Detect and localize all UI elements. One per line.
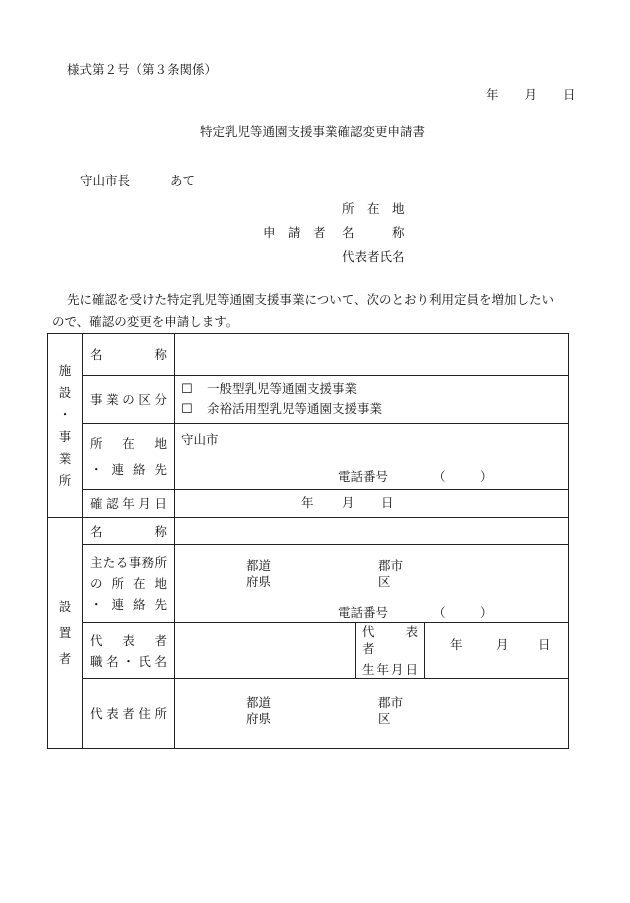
facility-name-field[interactable] [175,334,569,376]
option-general[interactable] [181,381,357,398]
birth-day: 日 [538,637,551,652]
rep-addr-city-1: 郡市 [378,695,404,710]
office-phone-paren-close: ） [480,605,493,620]
option-general-label: 一般型乳児等通園支援事業 [207,381,358,396]
rep-name-field[interactable] [175,623,356,679]
section-label-char: 者 [58,651,72,666]
section-label-char: 事 [58,428,72,444]
date-day: 日 [563,87,576,102]
rep-address-field[interactable] [175,679,569,749]
intro-line-1: 先に確認を受けた特定乳児等通園支援事業について、次のとおり利用定員を増加したい [67,292,555,307]
office-phone-paren-open: （ [433,605,446,620]
addressee-suffix: あて [170,173,196,188]
section-founder [48,518,83,749]
intro-line-2: ので、確認の変更を申請します。 [52,314,239,329]
rep-addr-pref-1: 都道 [246,695,272,710]
applicant-name-label: 名 称 [342,225,405,240]
page-title: 特定乳児等通園支援事業確認変更申請書 [200,124,426,139]
facility-city: 守山市 [181,432,219,447]
office-label-1: 主たる事務所 [90,555,167,570]
facility-phone-paren-open: （ [433,469,446,484]
section-facility [48,334,83,518]
section-label-char: 設 [58,599,72,614]
founder-name-field[interactable] [175,518,569,545]
date-year: 年 [486,87,499,102]
section-facility-label [48,360,82,492]
section-label-char: 業 [58,450,72,466]
confirm-date-field[interactable] [175,490,569,518]
office-city-2: 区 [378,574,391,589]
rep-label-1: 代 表 者 [90,632,167,648]
section-label-char: 施 [58,362,72,378]
facility-type-label: 事業の区分 [90,392,167,407]
confirm-day: 日 [381,495,394,510]
rep-address-label: 代表者住所 [90,706,167,721]
rep-label-2: 職名・氏名 [90,653,167,669]
application-form-table [47,333,569,749]
confirm-date-label: 確認年月日 [90,496,167,511]
founder-office-field[interactable] [175,545,569,623]
office-phone-label: 電話番号 [338,605,389,620]
office-label-2: の所在地 [90,576,167,591]
section-label-char: 設 [58,384,72,400]
checkbox-icon[interactable]: ☐ [181,382,193,397]
birth-month: 月 [496,637,509,652]
confirm-month: 月 [342,495,355,510]
addressee [80,173,195,189]
office-label-3: ・連絡先 [90,597,167,612]
facility-phone-label: 電話番号 [338,469,389,484]
section-label-char: ・ [58,406,72,422]
applicant-address-label: 所 在 地 [342,201,405,216]
facility-confirm-date-row [48,490,569,518]
section-label-char: 所 [58,472,72,488]
applicant-label: 申 請 者 [263,225,326,240]
rep-addr-pref-2: 府県 [246,711,272,726]
office-city-1: 郡市 [378,558,404,573]
rep-addr-city-2: 区 [378,711,391,726]
date-month: 月 [524,87,538,102]
founder-name-label: 名 称 [90,523,167,539]
section-label-char: 置 [58,625,72,640]
birth-date-field[interactable] [425,623,569,679]
office-pref-1: 都道 [246,558,272,573]
founder-office-row [48,545,569,623]
office-pref-2: 府県 [246,574,272,589]
facility-address-row [48,424,569,490]
birth-label-2: 生年月日 [362,662,418,677]
founder-name-row [48,518,569,545]
option-surplus[interactable] [181,401,382,418]
facility-name-label: 名 称 [90,347,167,362]
facility-address-field[interactable] [175,424,569,490]
form-number: 様式第２号（第３条関係） [67,62,218,77]
addressee-name: 守山市長 [80,173,131,188]
facility-phone-paren-close: ） [480,469,493,484]
facility-contact-label: ・連絡先 [90,462,167,477]
confirm-year: 年 [301,495,314,510]
founder-rep-row [48,623,569,679]
facility-type-row [48,376,569,424]
date-line [486,87,576,103]
facility-address-label: 所 在 地 [90,436,167,451]
birth-label-1: 代 表 者 [362,624,431,656]
founder-rep-address-row [48,679,569,749]
birth-year: 年 [450,637,463,652]
checkbox-icon[interactable]: ☐ [181,402,193,417]
facility-type-field [175,376,569,424]
applicant-rep-label: 代表者氏名 [342,249,405,264]
option-surplus-label: 余裕活用型乳児等通園支援事業 [207,401,383,416]
section-founder-label [48,594,82,672]
facility-name-row [48,334,569,376]
